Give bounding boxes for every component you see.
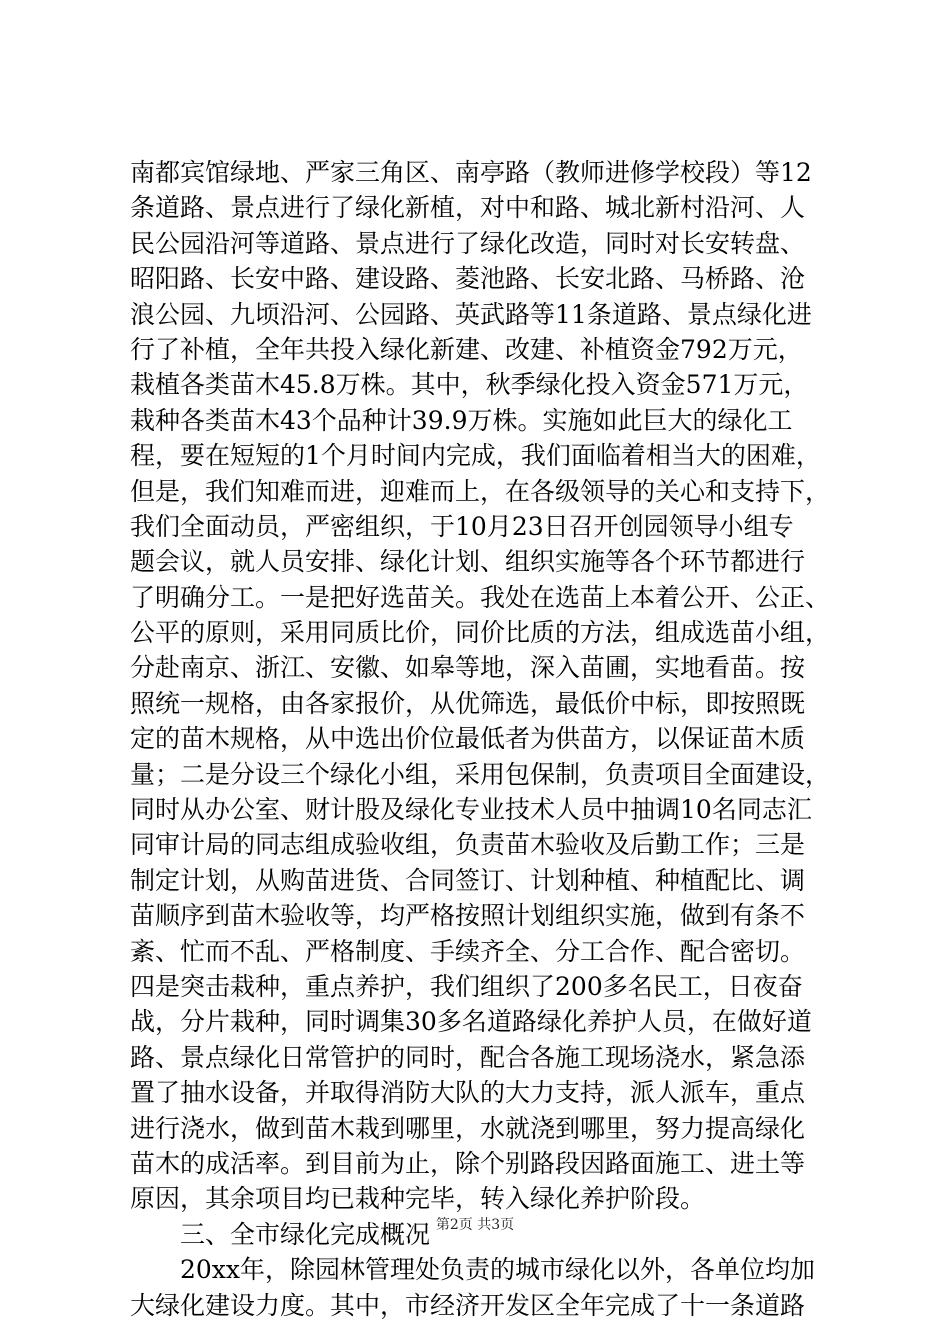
body-line: 同时从办公室、财计股及绿化专业技术人员中抽调10名同志汇 [130,795,812,825]
body-line: 大绿化建设力度。其中，市经济开发区全年完成了十一条道路 [130,1290,806,1320]
body-line: 苗顺序到苗木验收等，均严格按照计划组织实施，做到有条不 [130,901,806,931]
body-line: 我们全面动员，严密组织，于10月23日召开创园领导小组专 [130,511,794,541]
body-line: 路、景点绿化日常管护的同时，配合各施工现场浇水，紧急添 [130,1042,806,1072]
body-line: 20xx年，除园林管理处负责的城市绿化以外，各单位均加 [130,1255,816,1285]
body-line: 紊、忙而不乱、严格制度、手续齐全、分工合作、配合密切。 [130,936,806,966]
body-line: 但是，我们知难而进，迎难而上，在各级领导的关心和支持下， [130,476,831,506]
body-line: 公平的原则，采用同质比价，同价比质的方法，组成选苗小组， [130,618,831,648]
body-line: 三、全市绿化完成概况 [130,1219,431,1249]
body-line: 定的苗木规格，从中选出价位最低者为供苗方，以保证苗木质 [130,724,806,754]
body-line: 进行浇水，做到苗木栽到哪里，水就浇到哪里，努力提高绿化 [130,1113,806,1143]
document-body [130,155,850,1323]
body-line: 民公园沿河等道路、景点进行了绿化改造，同时对长安转盘、 [130,228,806,258]
body-line: 同审计局的同志组成验收组，负责苗木验收及后勤工作；三是 [130,830,806,860]
body-line: 量；二是分设三个绿化小组，采用包保制，负责项目全面建设， [130,759,831,789]
body-line: 题会议，就人员安排、绿化计划、组织实施等各个环节都进行 [130,547,806,577]
body-line: 原因，其余项目均已栽种完毕，转入绿化养护阶段。 [130,1184,706,1214]
body-line: 战，分片栽种，同时调集30多名道路绿化养护人员，在做好道 [130,1007,812,1037]
body-line: 南都宾馆绿地、严家三角区、南亭路（教师进修学校段）等12 [130,158,812,187]
body-line: 昭阳路、长安中路、建设路、菱池路、长安北路、马桥路、沧 [130,264,806,294]
page-footer: 第2页 共3页 [435,1217,515,1233]
body-line: 栽种各类苗木43个品种计39.9万株。实施如此巨大的绿化工 [130,405,793,435]
body-line: 照统一规格，由各家报价，从优筛选，最低价中标，即按照既 [130,688,806,718]
body-line: 四是突击栽种，重点养护，我们组织了200多名民工，日夜奋 [130,971,803,1001]
body-line: 条道路、景点进行了绿化新植，对中和路、城北新村沿河、人 [130,193,806,223]
body-line: 浪公园、九顷沿河、公园路、英武路等11条道路、景点绿化进 [130,299,812,329]
body-line: 了明确分工。一是把好选苗关。我处在选苗上本着公开、公正、 [130,582,831,612]
body-line: 置了抽水设备，并取得消防大队的大力支持，派人派车，重点 [130,1078,806,1108]
body-line: 栽植各类苗木45.8万株。其中，秋季绿化投入资金571万元， [130,370,809,400]
body-line: 制定计划，从购苗进货、合同签订、计划种植、种植配比、调 [130,865,806,895]
body-line: 程，要在短短的1个月时间内完成，我们面临着相当大的困难， [130,441,821,471]
body-line: 苗木的成活率。到目前为止，除个别路段因路面施工、进土等 [130,1148,806,1178]
body-line: 行了补植，全年共投入绿化新建、改建、补植资金792万元， [130,334,803,364]
body-line: 分赴南京、浙江、安徽、如皋等地，深入苗圃，实地看苗。按 [130,653,806,683]
